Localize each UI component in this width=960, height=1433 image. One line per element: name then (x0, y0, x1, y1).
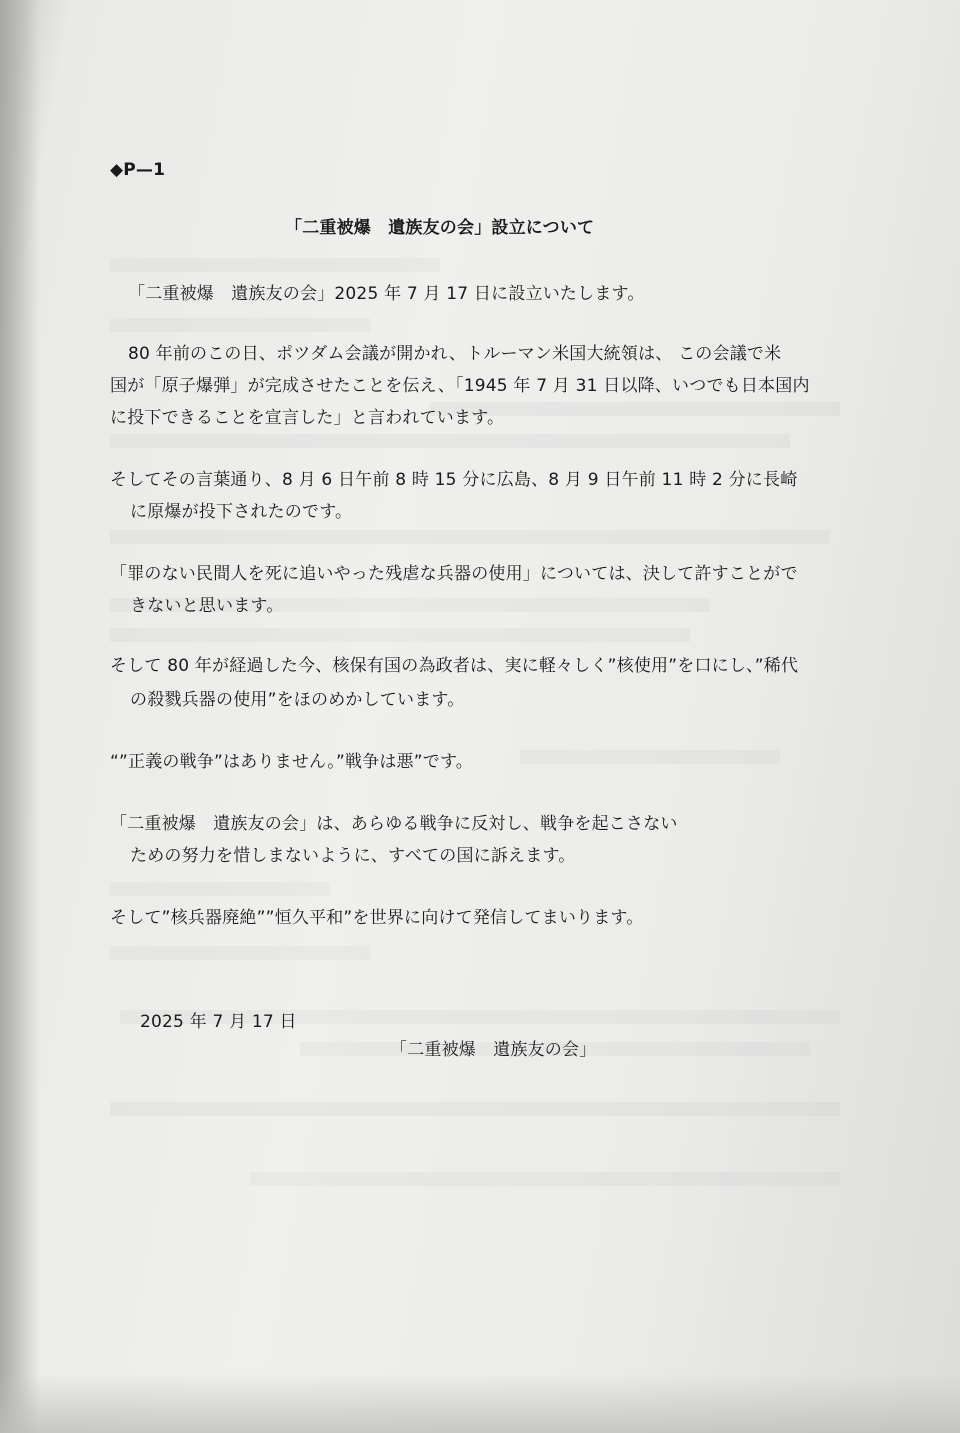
para5-line: “”正義の戦争”はありません。”戦争は悪”です。 (110, 752, 473, 772)
para1-line2: 国が「原子爆弾」が完成させたことを伝え、「1945 年 7 月 31 日以降、いつでも日本国内 (110, 376, 810, 396)
para7-line: そして”核兵器廃絶””恒久平和”を世界に向けて発信してまいります。 (110, 908, 644, 928)
para6-line1: 「二重被爆 遺族友の会」は、あらゆる戦争に反対し、戦争を起こさない (110, 814, 678, 834)
para3-line1: 「罪のない民間人を死に追いやった残虐な兵器の使用」については、決して許すことがで (110, 564, 798, 584)
document-date: 2025 年 7 月 17 日 (140, 1012, 297, 1032)
para1-line3: に投下できることを宣言した」と言われています。 (110, 408, 505, 428)
page-marker: ◆P—1 (110, 160, 166, 180)
intro-line: 「二重被爆 遺族友の会」2025 年 7 月 17 日に設立いたします。 (128, 284, 645, 304)
para1-line1: 80 年前のこの日、ポツダム会議が開かれ、トルーマン米国大統領は、 この会議で米 (128, 344, 782, 364)
para4-line2: の殺戮兵器の使用”をほのめかしています。 (130, 690, 465, 710)
para2-line1: そしてその言葉通り、8 月 6 日午前 8 時 15 分に広島、8 月 9 日午前 11 時 2 分に長崎 (110, 470, 798, 490)
document-title: 「二重被爆 遺族友の会」設立について (285, 218, 595, 238)
page-shadow-bottom (0, 1373, 960, 1433)
page-shadow-left (0, 0, 40, 1433)
para2-line2: に原爆が投下されたのです。 (130, 502, 353, 522)
para6-line2: ための努力を惜しまないように、すべての国に訴えます。 (130, 846, 576, 866)
signature-organization: 「二重被爆 遺族友の会」 (390, 1040, 597, 1060)
para3-line2: きないと思います。 (130, 596, 284, 616)
para4-line1: そして 80 年が経過した今、核保有国の為政者は、実に軽々しく”核使用”を口にし、”稀代 (110, 656, 799, 676)
